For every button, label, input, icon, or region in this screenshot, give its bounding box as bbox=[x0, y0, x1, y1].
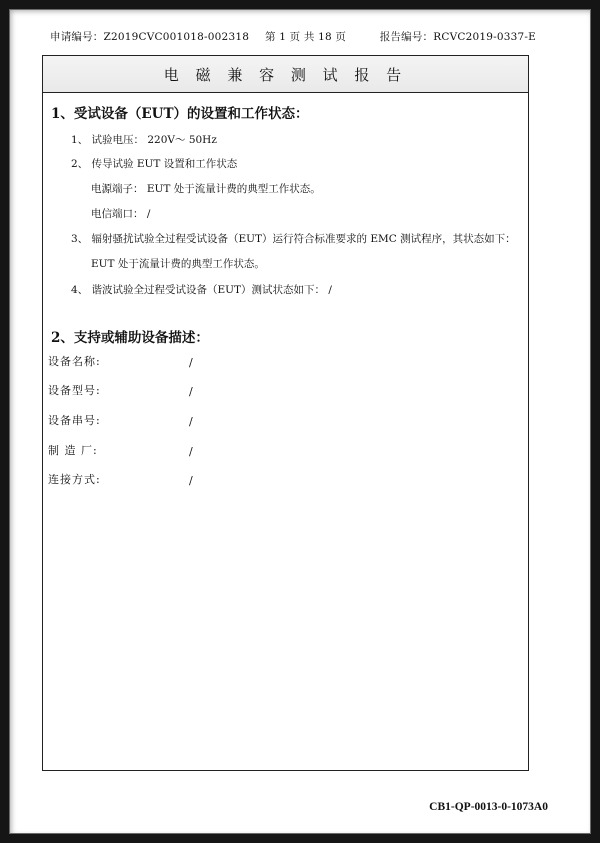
device-name-label: 设备名称: bbox=[48, 355, 101, 368]
radiated-state-text: EUT 处于流量计费的典型工作状态。 bbox=[91, 258, 265, 270]
radiated-test-item: 3、 辐射骚扰试验全过程受试设备（EUT）运行符合标准要求的 EMC 测试程序，其状态如下： bbox=[71, 233, 516, 245]
test-voltage-item: 1、 试验电压： 220V～ 50Hz bbox=[71, 134, 217, 146]
application-number: 申请编号：Z2019CVC001018-002318 bbox=[50, 31, 250, 43]
connection-method-label: 连接方式: bbox=[48, 473, 101, 486]
manufacturer-value: / bbox=[189, 445, 193, 458]
title-bar bbox=[43, 56, 528, 93]
section1-heading: 1、受试设备（EUT）的设置和工作状态： bbox=[51, 106, 309, 122]
form-code: CB1-QP-0013-0-1073A0 bbox=[429, 801, 548, 813]
power-port-text: 电源端子： EUT 处于流量计费的典型工作状态。 bbox=[91, 183, 321, 195]
device-serial-label: 设备串号: bbox=[48, 414, 101, 427]
device-serial-value: / bbox=[189, 415, 193, 428]
manufacturer-label: 制 造 厂: bbox=[48, 444, 98, 457]
harmonic-test-item: 4、 谐波试验全过程受试设备（EUT）测试状态如下： / bbox=[71, 284, 332, 296]
connection-method-value: / bbox=[189, 474, 193, 487]
report-number: 报告编号：RCVC2019-0337-E bbox=[379, 31, 536, 43]
device-model-label: 设备型号: bbox=[48, 384, 101, 397]
report-body bbox=[42, 55, 529, 771]
conducted-test-item: 2、 传导试验 EUT 设置和工作状态 bbox=[71, 158, 238, 170]
report-title: 电 磁 兼 容 测 试 报 告 bbox=[163, 65, 408, 84]
device-model-value: / bbox=[189, 385, 193, 398]
section2-heading: 2、支持或辅助设备描述： bbox=[51, 330, 209, 346]
device-name-value: / bbox=[189, 356, 193, 369]
telecom-port-text: 电信端口： / bbox=[91, 208, 151, 220]
page-indicator: 第 1 页 共 18 页 bbox=[265, 31, 347, 43]
